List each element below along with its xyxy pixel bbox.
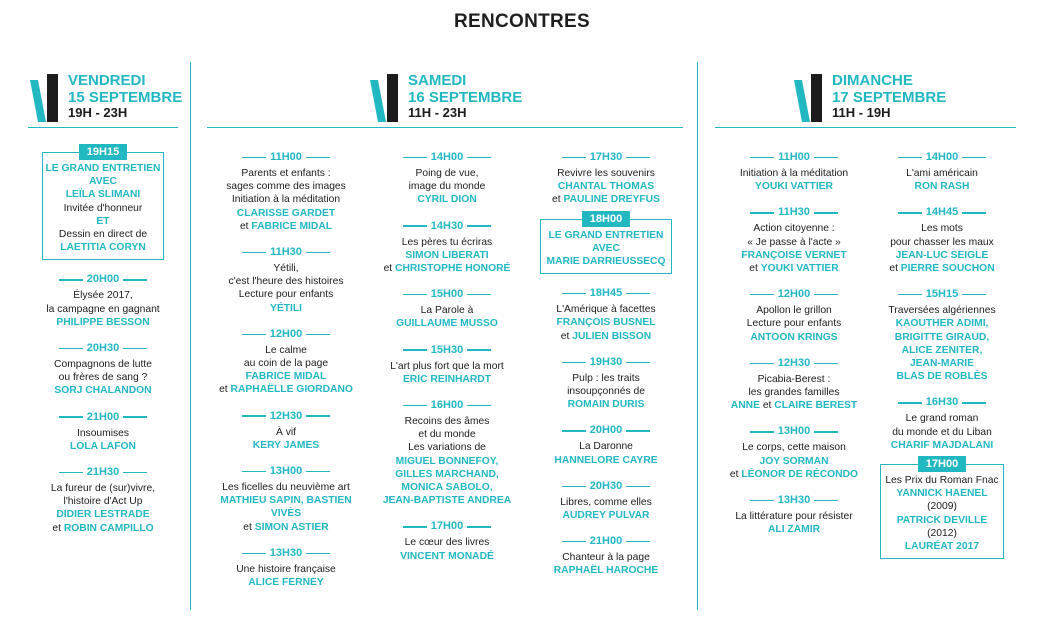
event-block (722, 205, 866, 275)
page-title: RENCONTRES (453, 11, 590, 32)
speaker-name: MONICA SABOLO, (401, 482, 493, 494)
event-block (722, 150, 866, 193)
event-time-label: 17H30 (589, 151, 623, 163)
event-description: les grandes familles (748, 387, 840, 399)
event-time (722, 493, 866, 508)
event-description: La littérature pour résister (735, 511, 853, 523)
highlight-text: LE GRAND ENTRETIEN (548, 229, 664, 241)
event-time (541, 211, 671, 227)
event-time-label: 11H00 (778, 151, 810, 163)
event-time-label: 11H30 (270, 246, 302, 259)
event-time (722, 287, 866, 302)
event-time-label: 15H15 (925, 288, 959, 301)
speaker-name: CYRIL DION (417, 194, 477, 206)
event-time (372, 398, 522, 413)
event-description: « Je passe à l'acte » (747, 236, 841, 248)
day-logo-icon (792, 74, 832, 122)
speaker-name: RON RASH (914, 181, 970, 193)
connector-text: et (239, 220, 252, 232)
event-column (42, 146, 164, 547)
event-time-label: 17H00 (430, 520, 464, 533)
event-column (540, 150, 672, 590)
day-hours: 11H - 19H (832, 105, 891, 120)
speaker-line (210, 220, 362, 233)
speaker-name: ROBIN CAMPILLO (63, 522, 154, 534)
event-time (43, 144, 163, 160)
speaker-name: PAULINE DREYFUS (563, 194, 660, 206)
speaker-name: JOY SORMAN (759, 455, 829, 467)
speaker-name: GILLES MARCHAND, (395, 468, 499, 480)
speaker-line (722, 468, 866, 481)
event-description: L'art plus fort que la mort (390, 360, 504, 372)
event-description: La Parole à (420, 305, 474, 317)
event-block (540, 355, 672, 412)
event-time-label: 17H00 (918, 456, 966, 472)
speaker-name: ERIC REINHARDT (402, 373, 492, 385)
event-block (540, 286, 672, 343)
event-block (880, 150, 1004, 193)
event-time (372, 343, 522, 358)
speaker-name: ALICE FERNEY (248, 577, 324, 589)
speaker-name: PHILIPPE BESSON (56, 316, 150, 328)
event-time (722, 356, 866, 371)
event-time-label: 18H00 (582, 211, 630, 227)
speaker-name: CLARISSE GARDET (236, 207, 336, 219)
speaker-name: ANNE (730, 400, 760, 412)
event-description: Élysée 2017, (73, 290, 133, 302)
event-time-label: 14H30 (430, 219, 464, 232)
speaker-name: CLAIRE BEREST (774, 400, 858, 412)
connector-text: et (729, 468, 742, 480)
event-time-label: 20H30 (589, 479, 623, 492)
day-hours: 11H - 23H (408, 105, 467, 120)
connector-text: et (889, 263, 901, 275)
event-description: Initiation à la méditation (231, 194, 341, 206)
event-time (42, 465, 164, 480)
event-time (42, 341, 164, 356)
event-time (42, 410, 164, 425)
event-column (372, 150, 522, 575)
connector-text: et (243, 521, 255, 533)
event-description: La fureur de (sur)vivre, (50, 483, 156, 495)
speaker-line (722, 262, 866, 275)
event-time-label: 18H45 (589, 287, 623, 300)
speaker-name: VINCENT MONADÉ (400, 550, 494, 562)
speaker-name: FRANÇOIS BUSNEL (556, 317, 656, 329)
event-time (210, 245, 362, 260)
event-block (42, 410, 164, 453)
event-block (540, 479, 672, 522)
speaker-name: PIERRE SOUCHON (900, 263, 995, 275)
speaker-name: RAPHAËLLE GIORDANO (230, 384, 353, 396)
speaker-name: JEAN-LUC SEIGLE (895, 249, 989, 261)
speaker-name: LOLA LAFON (70, 440, 136, 452)
speaker-name: SORJ CHALANDON (54, 385, 152, 397)
event-time-label: 14H00 (430, 151, 464, 163)
event-block (880, 287, 1004, 383)
event-description: au coin de la page (243, 358, 329, 370)
speaker-name: JEAN-MARIE (909, 358, 975, 370)
event-time-label: 12H30 (269, 409, 303, 422)
prize-winner-line (881, 487, 1003, 513)
event-time-label: 20H30 (86, 342, 120, 355)
speaker-name: FABRICE MIDAL (251, 220, 333, 232)
day-logo-icon (28, 74, 68, 122)
event-description: Action citoyenne : (753, 223, 835, 235)
speaker-name: LAETITIA CORYN (60, 242, 146, 254)
speaker-line (210, 383, 362, 396)
event-description: et du monde (418, 429, 476, 441)
day-hours: 19H - 23H (68, 105, 128, 120)
event-description: À vif (275, 426, 297, 438)
speaker-line (540, 330, 672, 343)
speaker-name: FABRICE MIDAL (245, 371, 327, 383)
event-description: Compagnons de lutte (54, 359, 152, 371)
speaker-name: AUDREY PULVAR (562, 510, 650, 522)
highlight-text: AVEC (592, 242, 620, 254)
event-time (372, 519, 522, 534)
event-time-label: 11H00 (270, 151, 302, 163)
event-time (210, 327, 362, 342)
event-time (722, 205, 866, 220)
speaker-name: YOUKI VATTIER (755, 181, 833, 193)
event-description: Les ficelles du neuvième art (222, 482, 350, 494)
event-time-label: 13H00 (777, 425, 811, 438)
event-time (540, 479, 672, 494)
event-block (372, 343, 522, 386)
event-description: Invitée d'honneur (63, 202, 143, 214)
connector-text: et (219, 384, 231, 396)
day-header-sunday (792, 72, 962, 124)
speaker-name: BLAS DE ROBLÈS (896, 371, 988, 383)
speaker-name: KERY JAMES (252, 439, 320, 451)
event-time (540, 355, 672, 370)
prize-winner-line (881, 514, 1003, 540)
event-block (880, 205, 1004, 275)
event-time-label: 16H00 (430, 399, 464, 412)
connector-text: et (552, 194, 564, 206)
speaker-name: MIGUEL BONNEFOY, (395, 455, 499, 467)
event-description: Insoumises (76, 427, 130, 439)
speaker-name: CHRISTOPHE HONORÉ (395, 263, 511, 275)
event-time (880, 395, 1004, 410)
column-divider (697, 62, 698, 610)
event-description: Parents et enfants : (241, 168, 331, 179)
event-block (210, 327, 362, 397)
event-description: L'Amérique à facettes (556, 304, 656, 316)
event-block (42, 272, 164, 329)
event-time (880, 205, 1004, 220)
connector-text: et (560, 330, 573, 342)
event-block (880, 458, 1004, 559)
event-time (540, 286, 672, 301)
speaker-name: SIMON ASTIER (254, 521, 329, 533)
speaker-name: BRIGITTE GIRAUD, (894, 331, 990, 343)
event-block (42, 146, 164, 260)
speaker-line (210, 521, 362, 534)
event-description: Apollon le grillon (756, 305, 832, 317)
speaker-name: YÉTILI (269, 302, 303, 314)
event-block (722, 287, 866, 344)
speaker-line (42, 522, 164, 535)
event-description: Chanteur à la page (562, 552, 650, 564)
event-time (722, 424, 866, 439)
speaker-name: LAURÉAT 2017 (904, 541, 980, 553)
event-block (210, 464, 362, 534)
day-name: VENDREDI 15 SEPTEMBRE (68, 72, 183, 106)
event-block (540, 212, 672, 275)
event-block (42, 465, 164, 535)
event-block (540, 150, 672, 207)
event-time-label: 15H00 (430, 288, 464, 301)
event-time (540, 534, 672, 549)
speaker-name: MATHIEU SAPIN, BASTIEN VIVÈS (220, 495, 352, 520)
event-block (880, 395, 1004, 452)
event-description: Recoins des âmes (404, 416, 490, 428)
event-column (880, 150, 1004, 571)
event-description: la campagne en gagnant (46, 303, 160, 315)
event-description: Poing de vue, (415, 168, 479, 179)
day-name: SAMEDI 16 SEPTEMBRE (408, 72, 523, 106)
event-block (722, 356, 866, 413)
prize-year: (2009) (927, 501, 957, 513)
speaker-name: LEÏLA SLIMANI (65, 189, 141, 201)
prize-year: (2012) (927, 527, 957, 539)
event-time-label: 12H00 (269, 327, 303, 340)
event-description: Dessin en direct de (58, 229, 148, 241)
event-description: Le calme (265, 344, 307, 356)
speaker-line (880, 262, 1004, 275)
event-time-label: 21H00 (589, 535, 623, 548)
speaker-name: SIMON LIBERATI (405, 249, 489, 261)
event-time (372, 287, 522, 302)
connector-text: et (759, 400, 775, 412)
highlight-text: LE GRAND ENTRETIEN (45, 163, 161, 174)
event-block (372, 398, 522, 507)
event-time-label: 14H45 (925, 206, 959, 219)
event-description: Le corps, cette maison (742, 442, 846, 454)
event-description: Revivre les souvenirs (557, 168, 655, 179)
speaker-name: JULIEN BISSON (572, 330, 652, 342)
speaker-line (372, 262, 522, 275)
event-description: Le grand roman (905, 413, 979, 425)
speaker-name: YOUKI VATTIER (760, 263, 839, 275)
event-description: image du monde (408, 181, 486, 193)
event-block (372, 150, 522, 207)
event-block (210, 409, 362, 452)
event-time (210, 546, 362, 561)
event-time (42, 272, 164, 287)
speaker-line (540, 193, 672, 206)
connector-text: et (383, 263, 396, 275)
speaker-name: KAOUTHER ADIMI, (895, 318, 989, 330)
event-description: c'est l'heure des histoires (228, 276, 344, 288)
event-description: Une histoire française (236, 563, 336, 575)
event-time-label: 13H30 (777, 494, 811, 507)
event-description: l'histoire d'Act Up (63, 496, 143, 508)
speaker-name: GUILLAUME MUSSO (396, 318, 498, 330)
event-time (210, 409, 362, 424)
event-time-label: 13H30 (269, 546, 303, 559)
speaker-name: RAPHAËL HAROCHE (553, 565, 659, 577)
event-time-label: 21H30 (86, 466, 120, 479)
event-time (722, 150, 866, 165)
event-time-label: 20H00 (589, 424, 623, 437)
speaker-name: HANNELORE CAYRE (554, 454, 658, 466)
event-description: insoupçonnés de (567, 386, 645, 398)
event-time-label: 21H00 (86, 410, 120, 423)
event-description: Lecture pour enfants (238, 289, 334, 301)
event-time-label: 16H30 (925, 396, 959, 409)
event-block (722, 493, 866, 536)
highlight-text: AVEC (89, 176, 117, 188)
speaker-name: ALICE ZENITER, (901, 344, 983, 356)
day-name: DIMANCHE 17 SEPTEMBRE (832, 72, 947, 106)
speaker-name: ALI ZAMIR (767, 524, 821, 536)
event-description: du monde et du Liban (892, 426, 992, 438)
speaker-name: FRANÇOISE VERNET (741, 249, 847, 261)
day-header-friday (28, 72, 183, 124)
speaker-name: CHANTAL THOMAS (557, 181, 655, 193)
header-rule (715, 127, 1016, 128)
column-divider (190, 62, 191, 610)
event-time (210, 150, 362, 165)
day-logo-icon (368, 74, 408, 122)
event-block (540, 423, 672, 466)
event-description: ou frères de sang ? (58, 372, 148, 384)
event-description: Les variations de (408, 442, 486, 454)
event-block (372, 219, 522, 276)
event-time-label: 14H00 (925, 151, 959, 163)
event-block (540, 534, 672, 577)
event-time (881, 456, 1003, 472)
event-time (880, 287, 1004, 302)
event-time-label: 12H00 (777, 288, 811, 301)
event-description: Initiation à la méditation (739, 168, 849, 179)
speaker-name: MARIE DARRIEUSSECQ (546, 256, 666, 268)
day-header-saturday (368, 72, 538, 124)
event-description: L'ami américain (906, 168, 978, 179)
event-description: Les mots (921, 223, 963, 235)
event-description: Le cœur des livres (404, 537, 490, 549)
event-time (210, 464, 362, 479)
event-column (210, 150, 362, 601)
event-description: Libres, comme elles (560, 496, 652, 508)
event-block (372, 519, 522, 562)
event-description: Pulp : les traits (572, 372, 640, 384)
event-description: sages comme des images (226, 181, 346, 193)
event-description: Traversées algériennes (888, 305, 996, 317)
event-description: Les Prix du Roman Fnac (885, 475, 999, 487)
speaker-name: YANNICK HAENEL (896, 488, 988, 500)
header-rule (207, 127, 683, 128)
speaker-line (722, 399, 866, 412)
event-column (722, 150, 866, 548)
speaker-name: DIDIER LESTRADE (56, 509, 150, 521)
highlight-text: ET (96, 215, 110, 227)
speaker-name: PATRICK DEVILLE (896, 514, 988, 526)
connector-text: et (749, 263, 761, 275)
header-rule (28, 127, 178, 128)
event-time (540, 150, 672, 165)
connector-text: et (52, 522, 64, 534)
event-block (372, 287, 522, 330)
speaker-name: CHARIF MAJDALANI (890, 439, 994, 451)
event-description: La Daronne (579, 441, 633, 453)
speaker-name: ANTOON KRINGS (750, 331, 838, 343)
event-block (210, 150, 362, 233)
event-time-label: 11H30 (778, 206, 810, 219)
event-block (210, 546, 362, 589)
speaker-name: ROMAIN DURIS (567, 399, 645, 411)
event-description: Picabia-Berest : (757, 373, 831, 385)
event-time (540, 423, 672, 438)
event-block (210, 245, 362, 315)
event-time-label: 12H30 (777, 356, 811, 369)
event-description: Yétili, (273, 263, 299, 275)
event-time-label: 15H30 (430, 343, 464, 356)
event-time-label: 19H30 (589, 355, 623, 368)
event-time (372, 150, 522, 165)
event-description: Lecture pour enfants (746, 318, 842, 330)
event-time-label: 20H00 (86, 273, 120, 286)
event-time (372, 219, 522, 234)
event-time-label: 13H00 (269, 465, 303, 478)
event-block (42, 341, 164, 398)
event-time-label: 19H15 (79, 144, 127, 160)
event-description: pour chasser les maux (890, 236, 994, 248)
event-block (722, 424, 866, 481)
event-time (880, 150, 1004, 165)
speaker-name: LÉONOR DE RÉCONDO (741, 468, 859, 480)
speaker-name: JEAN-BAPTISTE ANDREA (382, 495, 512, 507)
event-description: Les pères tu écriras (401, 236, 493, 248)
